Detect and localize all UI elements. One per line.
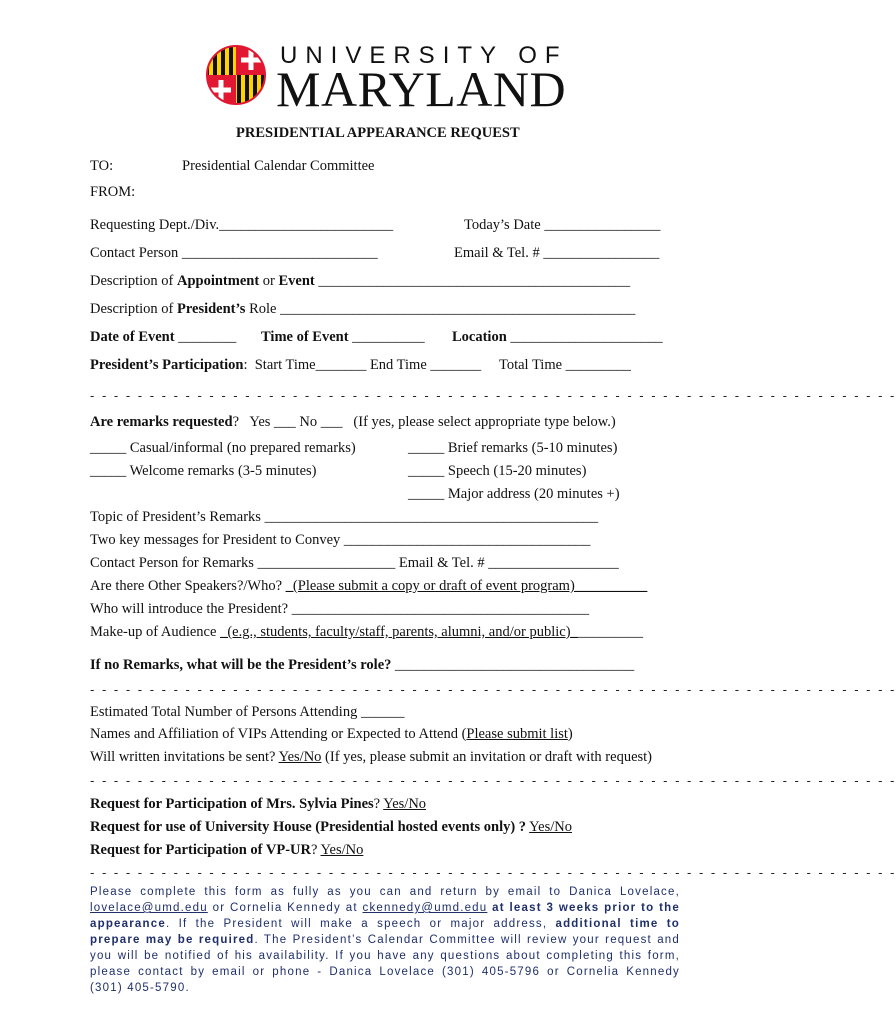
request-vpur-label: Request for Participation of VP-UR <box>90 842 311 858</box>
requesting-dept-field[interactable]: Requesting Dept./Div.________________________ <box>90 217 394 233</box>
other-speakers-label: Are there Other Speakers?/Who? <box>90 578 286 594</box>
request-vpur-q: ? <box>310 842 321 858</box>
request-pines-yes-no[interactable]: Yes/No <box>383 796 427 812</box>
topic-of-remarks-field[interactable]: Topic of President’s Remarks ______________________________________________ <box>90 509 599 525</box>
description-appointment-field[interactable] <box>90 273 630 290</box>
time-of-event-label: Time of Event <box>261 329 349 345</box>
desc-appt-line: ___________________________________________ <box>314 273 631 289</box>
logo-text-maryland: MARYLAND <box>276 61 567 117</box>
from-label: FROM: <box>90 184 136 200</box>
request-house-label: Request for use of University House (Presidential hosted events only) ? <box>90 819 527 835</box>
invitations-note: (If yes, please submit an invitation or draft with request) <box>321 749 653 765</box>
footer-text-4: . The President’s Calendar Committee will review your request and you will be notified of his availability. If you have any questions about completing this form, please contact by email or phone - Danica Lovelace (301) 405-5796 or Cornelia Kennedy (301) 405-5790. <box>90 934 680 994</box>
contact-person-field[interactable]: Contact Person ___________________________ <box>90 245 378 261</box>
email-link-kennedy[interactable]: ckennedy@umd.edu <box>362 902 488 914</box>
no-remarks-label: If no Remarks, what will be the President’s role? <box>90 657 392 673</box>
desc-appt-prefix: Description of <box>90 273 177 289</box>
audience-line: _________ <box>577 624 644 640</box>
audience-note: _(e.g., students, faculty/staff, parents, alumni, and/or public)_ <box>220 624 578 640</box>
description-role-field[interactable] <box>90 301 635 318</box>
vips-close-paren: ) <box>567 726 573 742</box>
time-of-event-field[interactable] <box>261 329 425 346</box>
key-messages-field[interactable]: Two key messages for President to Convey __________________________________ <box>90 532 591 548</box>
footer-text-3: . If the President will make a speech or major address, <box>165 918 556 930</box>
invitations-yes-no[interactable]: Yes/No <box>278 749 322 765</box>
no-remarks-role-field[interactable] <box>90 657 634 674</box>
who-introduces-field[interactable]: Who will introduce the President? _________________________________________ <box>90 601 589 617</box>
request-pines-q: ? <box>373 796 384 812</box>
desc-appt-or: or <box>259 273 279 289</box>
audience-makeup-field[interactable] <box>90 624 643 641</box>
option-casual-informal[interactable]: _____ Casual/informal (no prepared remarks) <box>90 440 356 456</box>
footer-deadline-bold: at least 3 weeks prior to the appearance <box>90 902 680 930</box>
todays-date-field[interactable]: Today’s Date ________________ <box>464 217 661 233</box>
desc-role-prefix: Description of <box>90 301 177 317</box>
invitations-label: Will written invitations be sent? <box>90 749 279 765</box>
option-major-address[interactable]: _____ Major address (20 minutes +) <box>408 486 620 502</box>
vips-attending-field[interactable] <box>90 726 573 743</box>
form-title: PRESIDENTIAL APPEARANCE REQUEST <box>236 125 520 141</box>
request-house-yes-no[interactable]: Yes/No <box>529 819 573 835</box>
footer-text-2: or Cornelia Kennedy at <box>207 902 363 914</box>
university-logo-mark <box>205 44 267 106</box>
request-pines-label: Request for Participation of Mrs. Sylvia Pines <box>90 796 374 812</box>
audience-label: Make-up of Audience <box>90 624 221 640</box>
vips-submit-list: Please submit list <box>466 726 568 742</box>
to-label: TO: <box>90 158 114 174</box>
desc-appt-bold-appointment: Appointment <box>176 273 260 289</box>
footer-text-1: Please complete this form as fully as you can and return by email to Danica Lovelace, <box>90 886 680 898</box>
desc-role-line: Role _________________________________________________ <box>245 301 636 317</box>
email-tel-field[interactable]: Email & Tel. # ________________ <box>454 245 660 261</box>
participation-label: President’s Participation <box>90 357 244 373</box>
other-speakers-note: _(Please submit a copy or draft of event program)__________ <box>285 578 648 594</box>
estimated-persons-field[interactable]: Estimated Total Number of Persons Attending ______ <box>90 704 405 720</box>
desc-role-bold: President’s <box>176 301 246 317</box>
location-line: _____________________ <box>506 329 663 345</box>
date-of-event-label: Date of Event <box>90 329 175 345</box>
vips-label: Names and Affiliation of VIPs Attending or Expected to Attend ( <box>90 726 467 742</box>
logo-text-university-of: UNIVERSITY OF <box>280 42 568 69</box>
participation-times: : Start Time_______ End Time _______ Total Time _________ <box>243 357 631 373</box>
divider-3: - - - - - - - - - - - - - - - - - - - - - - - - - - - - - - - - - - - - - - - - - - - - - - - - - - - - - - - - - - - - - - - - - - - - <box>90 773 896 788</box>
request-vpur-yes-no[interactable]: Yes/No <box>320 842 364 858</box>
footer-instructions <box>90 884 680 996</box>
other-speakers-field[interactable] <box>90 578 647 595</box>
divider-1: - - - - - - - - - - - - - - - - - - - - - - - - - - - - - - - - - - - - - - - - - - - - - - - - - - - - - - - - - - - - - - - - - - - - <box>90 388 896 403</box>
location-field[interactable] <box>452 329 663 346</box>
option-brief-remarks[interactable]: _____ Brief remarks (5-10 minutes) <box>408 440 618 456</box>
email-link-lovelace[interactable]: lovelace@umd.edu <box>90 902 208 914</box>
request-vp-ur[interactable] <box>90 842 363 859</box>
option-welcome-remarks[interactable]: _____ Welcome remarks (3-5 minutes) <box>90 463 317 479</box>
contact-for-remarks-field[interactable]: Contact Person for Remarks ___________________ Email & Tel. # __________________ <box>90 555 619 571</box>
remarks-question-options: ? Yes ___ No ___ (If yes, please select appropriate type below.) <box>232 414 616 430</box>
no-remarks-line: _________________________________ <box>391 657 635 673</box>
request-university-house[interactable] <box>90 819 572 836</box>
remarks-question-label: Are remarks requested <box>90 414 233 430</box>
remarks-requested-question[interactable] <box>90 414 616 431</box>
footer-prep-bold: additional time to prepare may be required <box>90 918 680 946</box>
location-label: Location <box>452 329 507 345</box>
participation-times-field[interactable] <box>90 357 631 374</box>
request-sylvia-pines[interactable] <box>90 796 426 813</box>
divider-2: - - - - - - - - - - - - - - - - - - - - - - - - - - - - - - - - - - - - - - - - - - - - - - - - - - - - - - - - - - - - - - - - - - - - <box>90 682 896 697</box>
option-speech[interactable]: _____ Speech (15-20 minutes) <box>408 463 587 479</box>
desc-appt-bold-event: Event <box>278 273 315 289</box>
to-value: Presidential Calendar Committee <box>182 158 375 174</box>
invitations-field[interactable] <box>90 749 652 766</box>
divider-4: - - - - - - - - - - - - - - - - - - - - - - - - - - - - - - - - - - - - - - - - - - - - - - - - - - - - - - - - - - - - - - - - - - - - <box>90 865 896 880</box>
time-of-event-line: __________ <box>348 329 425 345</box>
date-of-event-field[interactable] <box>90 329 236 346</box>
date-of-event-line: ________ <box>174 329 237 345</box>
